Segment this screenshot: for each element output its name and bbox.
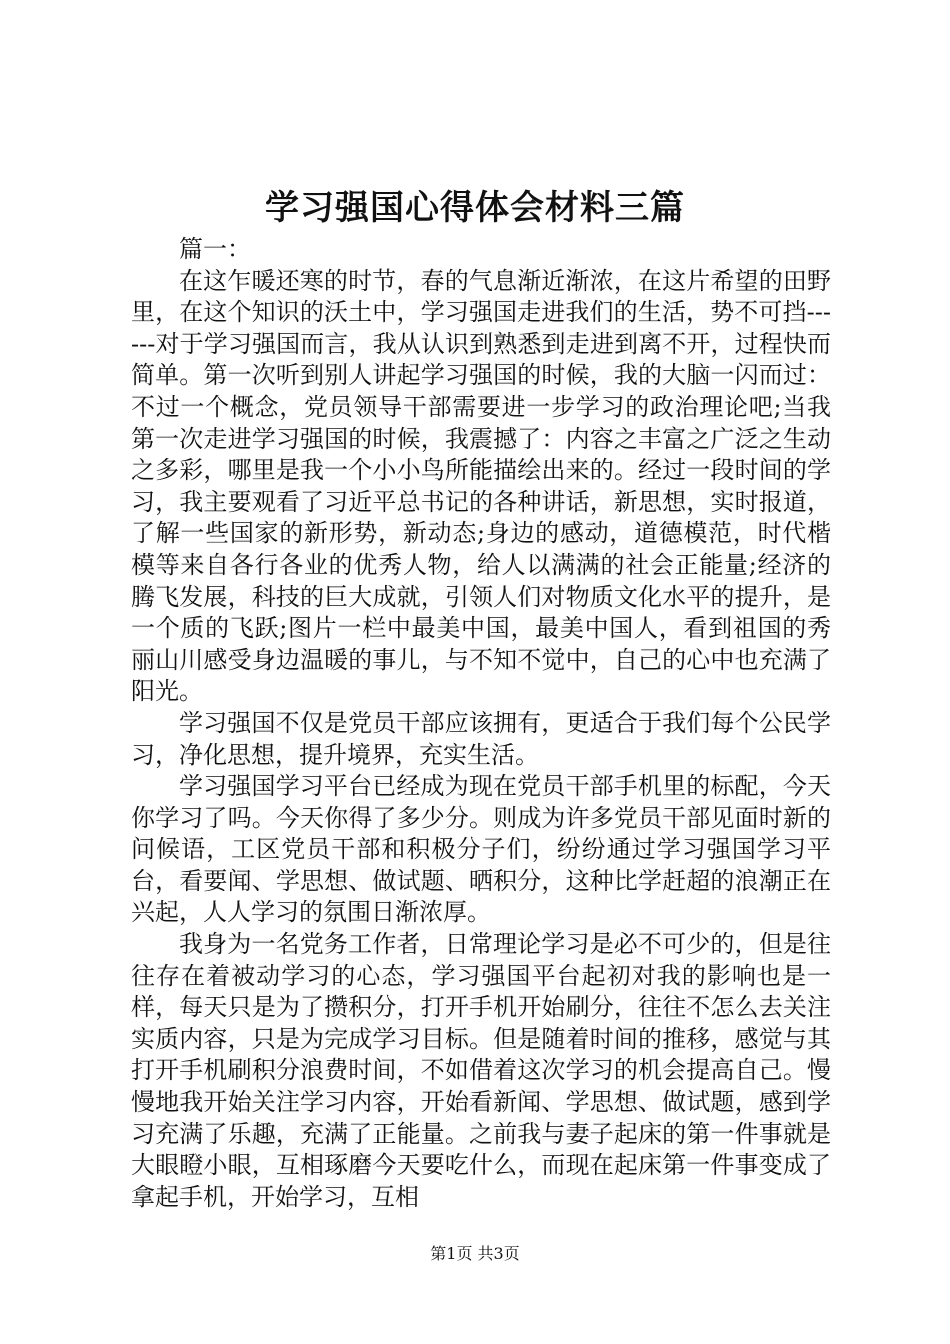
paragraph: 学习强国不仅是党员干部应该拥有，更适合于我们每个公民学习，净化思想，提升境界，充实生活。 [131,708,831,769]
document-title: 学习强国心得体会材料三篇 [265,188,685,228]
paragraph: 学习强国学习平台已经成为现在党员干部手机里的标配，今天你学习了吗。今天你得了多少分。则成为许多党员干部见面时新的问候语，工区党员干部和积极分子们，纷纷通过学习强国学习平台，看要闻、学思想、做试题、晒积分，这种比学赶超的浪潮正在兴起，人人学习的氛围日渐浓厚。 [131,772,831,927]
page-footer: 第1页 共3页 [430,1244,520,1263]
section-label: 篇一： [179,235,251,263]
paragraph: 我身为一名党务工作者，日常理论学习是必不可少的，但是往往存在着被动学习的心态，学习强国平台起初对我的影响也是一样，每天只是为了攒积分，打开手机开始刷分，往往不怎么去关注实质内容，只是为完成学习目标。但是随着时间的推移，感觉与其打开手机刷积分浪费时间，不如借着这次学习的机会提高自己。慢慢地我开始关注学习内容，开始看新闻、学思想、做试题，感到学习充满了乐趣，充满了正能量。之前我与妻子起床的第一件事就是大眼瞪小眼，互相琢磨今天要吃什么，而现在起床第一件事变成了拿起手机，开始学习，互相 [131,930,831,1211]
document-body [131,234,831,1213]
paragraph: 在这乍暖还寒的时节，春的气息渐近渐浓，在这片希望的田野里，在这个知识的沃土中，学习强国走进我们的生活，势不可挡------对于学习强国而言，我从认识到熟悉到走进到离不开，过程快而简单。第一次听到别人讲起学习强国的时候，我的大脑一闪而过：不过一个概念，党员领导干部需要进一步学习的政治理论吧;当我第一次走进学习强国的时候，我震撼了：内容之丰富之广泛之生动之多彩，哪里是我一个小小鸟所能描绘出来的。经过一段时间的学习，我主要观看了习近平总书记的各种讲话，新思想，实时报道，了解一些国家的新形势，新动态;身边的感动，道德模范，时代楷模等来自各行各业的优秀人物，给人以满满的社会正能量;经济的腾飞发展，科技的巨大成就，引领人们对物质文化水平的提升，是一个质的飞跃;图片一栏中最美中国，最美中国人，看到祖国的秀丽山川感受身边温暖的事儿，与不知不觉中，自己的心中也充满了阳光。 [131,266,831,706]
